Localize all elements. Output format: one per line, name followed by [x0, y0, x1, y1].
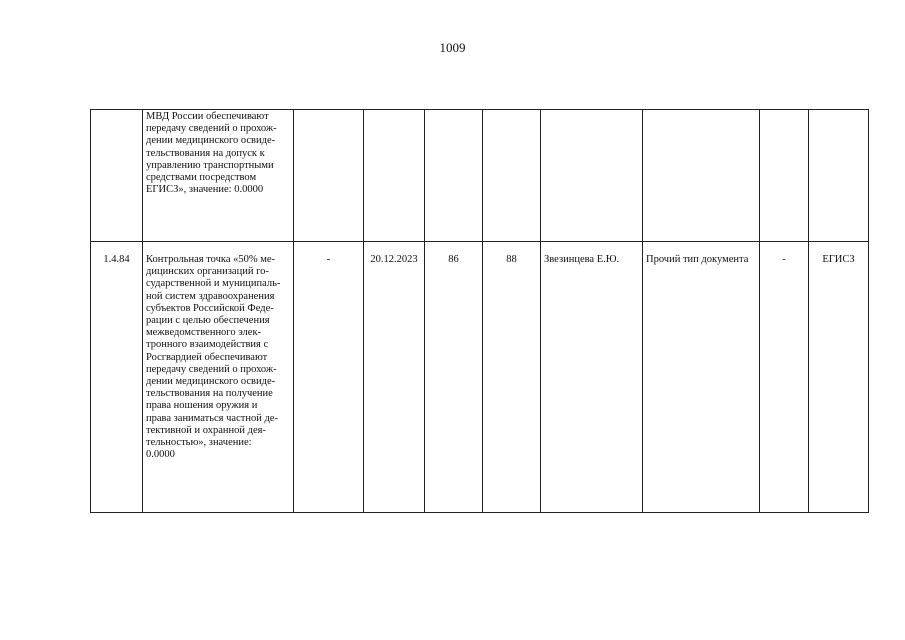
description-line: права заниматься частной де-	[146, 412, 278, 424]
description-line: тельствования на получение	[146, 388, 273, 400]
row-number-cell	[91, 110, 143, 242]
date-cell	[364, 110, 425, 242]
description-line: тронного взаимодействия с	[146, 339, 269, 351]
table-row	[91, 110, 869, 242]
value-cell-a: 86	[425, 242, 483, 513]
description-line: управлению транспортными	[146, 159, 274, 171]
description-line: сударственной и муниципаль-	[146, 278, 281, 290]
document-table	[90, 109, 869, 513]
row-number-cell: 1.4.84	[91, 242, 143, 513]
dash-cell	[294, 110, 364, 242]
description-line: 0.0000	[146, 449, 175, 461]
responsible-cell	[541, 110, 643, 242]
system-cell: ЕГИСЗ	[809, 242, 869, 513]
description-line: средствами посредством	[146, 172, 257, 184]
description-line: МВД России обеспечивают	[146, 111, 269, 122]
value-cell-b: 88	[483, 242, 541, 513]
description-line: Росгвардией обеспечивают	[146, 351, 268, 363]
description-line: тельностью», значение:	[146, 437, 252, 449]
description-line: дицинских организаций го-	[146, 266, 269, 278]
dash-cell-2: -	[760, 242, 809, 513]
description-line: ЕГИСЗ», значение: 0.0000	[146, 184, 264, 196]
description-line: ной систем здравоохранения	[146, 290, 275, 302]
description-line: передачу сведений о прохож-	[146, 363, 277, 375]
description-line: дении медицинского освиде-	[146, 135, 276, 147]
document-type-cell	[643, 110, 760, 242]
system-cell	[809, 110, 869, 242]
description-line: субъектов Российской Феде-	[146, 302, 274, 314]
description-line: передачу сведений о прохож-	[146, 123, 277, 135]
description-line: межведомственного элек-	[146, 327, 262, 339]
description-line: права ношения оружия и	[146, 400, 258, 412]
document-type-cell: Прочий тип документа	[643, 242, 760, 513]
description-line: тективной и охранной дея-	[146, 424, 266, 436]
table-row	[91, 242, 869, 513]
description-cell	[143, 242, 294, 513]
dash-cell-2	[760, 110, 809, 242]
dash-cell: -	[294, 242, 364, 513]
description-line: дении медицинского освиде-	[146, 376, 276, 388]
date-cell: 20.12.2023	[364, 242, 425, 513]
page-number: 1009	[439, 40, 466, 55]
value-cell-a	[425, 110, 483, 242]
description-line: рации с целью обеспечения	[146, 315, 270, 327]
description-line: тельствования на допуск к	[146, 147, 265, 159]
description-line: Контрольная точка «50% ме-	[146, 254, 276, 265]
description-cell	[143, 110, 294, 242]
responsible-cell: Звезинцева Е.Ю.	[541, 242, 643, 513]
value-cell-b	[483, 110, 541, 242]
